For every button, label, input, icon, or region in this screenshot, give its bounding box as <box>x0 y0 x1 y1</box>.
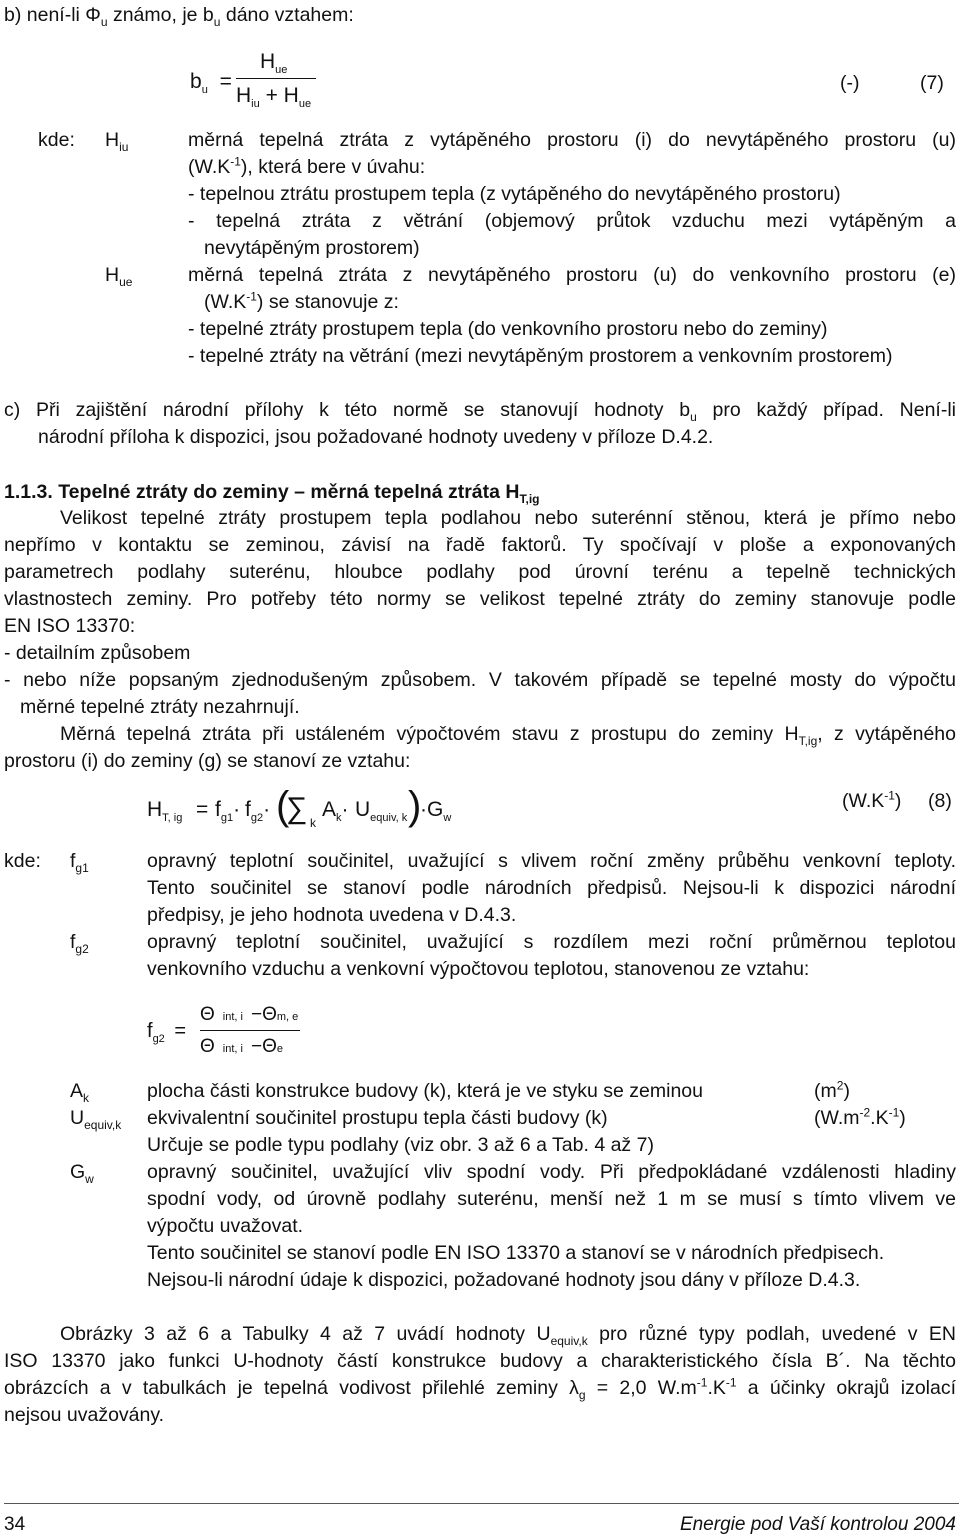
eq8-number: (8) <box>928 790 952 812</box>
kde-label-2: kde: <box>4 850 41 872</box>
eq7-unit: (-) <box>840 72 860 94</box>
para3-line-1: Obrázky 3 až 6 a Tabulky 4 až 7 uvádí hodnoty $U_{equiv,k}$ pro různé typy podlah, uvedené v EN <box>60 1323 956 1348</box>
ak-symbol: $A_k$ <box>70 1080 90 1105</box>
hiu-symbol: $H_{iu}$ <box>105 129 129 154</box>
para1-line-4: vlastnostech zeminy. Pro potřeby této normy se velikost tepelné ztráty do zeminy stanovuje podle <box>4 588 956 610</box>
para1-bullet-2b: měrné tepelné ztráty nezahrnují. <box>20 696 300 718</box>
footer-rule <box>4 1503 959 1504</box>
gw-line-1: opravný součinitel, uvažující vliv spodní vody. Při předpokládané vzdálenosti hladiny <box>147 1161 956 1183</box>
eq7-lhs: $b_u$ = <box>190 70 232 97</box>
gw-line-4: Tento součinitel se stanoví podle EN ISO 13370 a stanoví se v národních předpisech. <box>147 1242 885 1264</box>
eq7-denominator: $H_{iu} + H_{ue}$ <box>236 84 312 111</box>
para1-bullet-2: - nebo níže popsaným zjednodušeným způsobem. V takovém případě se tepelné mosty do výpočtu <box>4 669 956 691</box>
para2-line-2: prostoru (i) do zeminy (g) se stanoví ze vztahu: <box>4 750 411 772</box>
para3-line-3: obrázcích a v tabulkách je tepelná vodivost přilehlé zeminy $\lambda_g = 2,0$ $W.m^{-1}.K^{-1}$ a účinky okrajů izolací <box>4 1375 957 1402</box>
fg2eq-numerator: Θint, i −Θm, e <box>200 1004 299 1025</box>
section-heading: 1.1.3. Tepelné ztráty do zeminy – měrná tepelná ztráta $H_{T,ig}$ <box>4 481 540 506</box>
fg1-line-3: předpisy, je jeho hodnota uvedena v D.4.3. <box>147 904 517 926</box>
hue-symbol: $H_{ue}$ <box>105 264 133 289</box>
eq8-paren-open: ( <box>276 784 290 828</box>
eq8-gw: $\cdot G_w$ <box>420 798 452 825</box>
fg2eq-fraction-bar <box>200 1030 300 1031</box>
hiu-bullet-1: - tepelnou ztrátu prostupem tepla (z vytápěného do nevytápěného prostoru) <box>188 183 841 205</box>
eq8-fg2: $f_{g2}\cdot$ <box>245 798 271 825</box>
ak-text: plocha části konstrukce budovy (k), která je ve styku se zeminou <box>147 1080 703 1102</box>
fg2-line-2: venkovního vzduchu a venkovní výpočtovou teplotou, stanovenou ze vztahu: <box>147 958 810 980</box>
uequiv-text: ekvivalentní součinitel prostupu tepla části budovy (k) <box>147 1107 608 1129</box>
kde-label-1: kde: <box>38 129 75 151</box>
section-b-intro: b) není-li $\Phi_u$ známo, je $b_u$ dáno vztahem: <box>4 4 354 29</box>
fg2eq-lhs: $f_{g2}$ = <box>147 1020 187 1045</box>
eq8-unit: $(W.K^{-1})$ <box>842 788 902 812</box>
hue-bullet-2: - tepelné ztráty na větrání (mezi nevytápěným prostorem a venkovním prostorem) <box>188 345 893 367</box>
gw-line-5: Nejsou-li národní údaje k dispozici, požadované hodnoty jsou dány v příloze D.4.3. <box>147 1269 861 1291</box>
eq7-fraction-bar <box>236 78 316 79</box>
uequiv-line-2: Určuje se podle typu podlahy (viz obr. 3 až 6 a Tab. 4 až 7) <box>147 1134 654 1156</box>
section-c-line-1: c) Při zajištění národní přílohy k této normě se stanovují hodnoty $b_u$ pro každý případ. Není-li <box>4 399 956 424</box>
eq8-ak: $A_k\cdot$ <box>322 798 349 825</box>
eq8-lhs: $H_{T, ig}$ <box>147 798 183 825</box>
para3-line-2: ISO 13370 jako funkci U-hodnoty částí konstrukce budovy a charakteristického čísla B´. Na těchto <box>4 1350 956 1372</box>
hue-bullet-1: - tepelné ztráty prostupem tepla (do venkovního prostoru nebo do zeminy) <box>188 318 828 340</box>
page-number: 34 <box>4 1514 26 1535</box>
gw-line-3: výpočtu uvažovat. <box>147 1215 304 1237</box>
gw-line-2: spodní vody, od úrovně podlahy suterénu, menší než 1 m se musí s tímto vlivem ve <box>147 1188 956 1210</box>
fg2-symbol: $f_{g2}$ <box>70 931 89 956</box>
para2-line-1: Měrná tepelná ztráta při ustáleném výpočtovém stavu z prostupu do zeminy $H_{T,ig}$, z vytápěného <box>60 723 956 748</box>
hiu-line-2: $(W.K^{-1})$, která bere v úvahu: <box>188 154 426 178</box>
eq8-fg1: $f_{g1}\cdot$ <box>215 798 241 825</box>
fg2-line-1: opravný teplotní součinitel, uvažující s rozdílem mezi roční průměrnou teplotou <box>147 931 956 953</box>
para1-line-2: nepřímo v kontaktu se zeminou, závisí na řadě faktorů. Ty spočívají v ploše a exponovaných <box>4 534 956 556</box>
hiu-bullet-2b: nevytápěným prostorem) <box>204 237 420 259</box>
fg1-line-1: opravný teplotní součinitel, uvažující s vlivem roční změny průběhu venkovní teploty. <box>147 850 956 872</box>
fg1-line-2: Tento součinitel se stanoví podle národních předpisů. Nejsou-li k dispozici národní <box>147 877 956 899</box>
para1-line-5: EN ISO 13370: <box>4 615 136 637</box>
eq8-sum: ∑ <box>286 792 308 825</box>
fg1-symbol: $f_{g1}$ <box>70 850 89 875</box>
gw-symbol: $G_w$ <box>70 1161 94 1186</box>
para1-line-3: parametrech podlahy suterénu, hloubce podlahy pod úrovní terénu a tepelně technických <box>4 561 956 583</box>
eq8-paren-close: ) <box>408 784 422 828</box>
eq7-number: (7) <box>920 72 944 94</box>
hue-line-2: $(W.K^{-1})$ se stanovuje z: <box>204 289 399 313</box>
uequiv-symbol: $U_{equiv,k}$ <box>70 1107 122 1132</box>
eq8-uequiv: $U_{equiv, k}$ <box>355 798 408 825</box>
section-c-line-2: národní příloha k dispozici, jsou požadované hodnoty uvedeny v příloze D.4.2. <box>38 426 714 448</box>
para1-line-1: Velikost tepelné ztráty prostupem tepla podlahou nebo suterénní stěnou, která je přímo nebo <box>60 507 956 529</box>
hiu-bullet-2: - tepelná ztráta z větrání (objemový průtok vzduchu mezi vytápěným a <box>188 210 956 232</box>
ak-unit: $(m^2)$ <box>814 1078 850 1102</box>
eq8-equals: = <box>196 798 209 821</box>
uequiv-unit: $(W.m^{-2}.K^{-1})$ <box>814 1105 906 1129</box>
hiu-line-1: měrná tepelná ztráta z vytápěného prostoru (i) do nevytápěného prostoru (u) <box>188 129 956 151</box>
footer-title: Energie pod Vaší kontrolou 2004 <box>679 1514 956 1535</box>
para3-line-4: nejsou uvažovány. <box>4 1404 165 1426</box>
para1-bullet-1: - detailním způsobem <box>4 642 191 664</box>
fg2eq-denominator: Θint, i −Θe <box>200 1036 283 1057</box>
hue-line-1: měrná tepelná ztráta z nevytápěného prostoru (u) do venkovního prostoru (e) <box>188 264 956 286</box>
eq7-numerator: $H_{ue}$ <box>260 50 288 77</box>
eq8-sum-index: k <box>310 816 316 830</box>
